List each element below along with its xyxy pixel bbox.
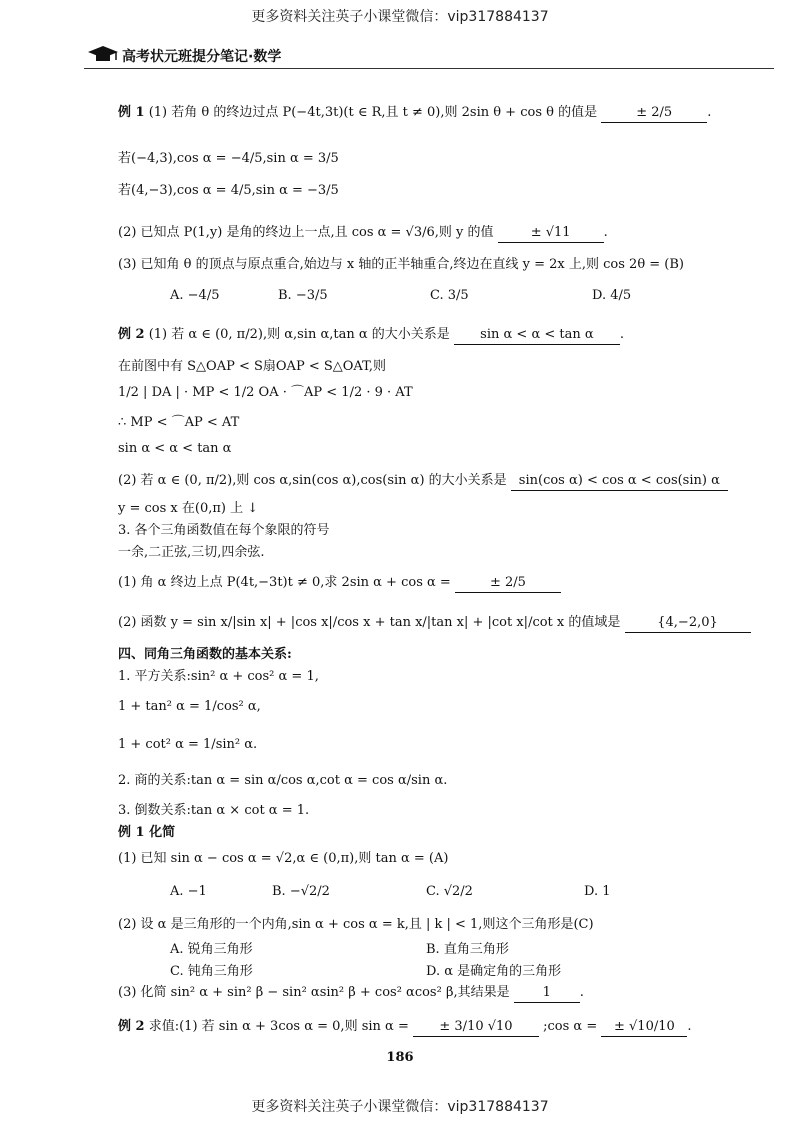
text-line: 1/2 | DA | · MP < 1/2 OA · ⌒AP < 1/2 · 9 · AT: [118, 385, 413, 400]
example-label: 例 2: [118, 1019, 145, 1034]
question-text: (1) 若角 θ 的终边过点 P(−4t,3t)(t ∈ R,且 t ≠ 0),则 2sin θ + cos θ 的值是: [148, 105, 598, 120]
question-text: (2) 若 α ∈ (0, π/2),则 cos α,sin(cos α),cos(sin α) 的大小关系是: [118, 473, 507, 488]
question-line: (2) 已知点 P(1,y) 是角的终边上一点,且 cos α = √3/6,则 y 的值 ± √11 .: [118, 224, 608, 243]
text-line: 在前图中有 S△OAP < S扇OAP < S△OAT,则: [118, 359, 386, 374]
question-line: (2) 设 α 是三角形的一个内角,sin α + cos α = k,且 | k | < 1,则这个三角形是(C): [118, 917, 594, 932]
option-d: D. α 是确定角的三角形: [426, 964, 562, 979]
section-heading: 四、同角三角函数的基本关系:: [118, 647, 292, 662]
option-a: A. −1: [170, 884, 207, 899]
text-line: 2. 商的关系:tan α = sin α/cos α,cot α = cos α/sin α.: [118, 773, 448, 788]
question-text: (1) 角 α 终边上点 P(4t,−3t)t ≠ 0,求 2sin α + cos α =: [118, 575, 451, 590]
question-line: (1) 已知 sin α − cos α = √2,α ∈ (0,π),则 tan α = (A): [118, 851, 449, 866]
option-d: D. 4/5: [592, 288, 632, 303]
question-text: (2) 已知点 P(1,y) 是角的终边上一点,且 cos α = √3/6,则 y 的值: [118, 225, 494, 240]
answer-blank: ± 3/10 √10: [413, 1018, 539, 1037]
question-line: [118, 472, 728, 491]
question-text: ;cos α =: [543, 1019, 598, 1034]
example-line: 例 2 求值:(1) 若 sin α + 3cos α = 0,则 sin α = ± 3/10 √10 ;cos α = ± √10/10 .: [118, 1018, 692, 1037]
question-text: 求值:(1) 若 sin α + 3cos α = 0,则 sin α =: [148, 1019, 409, 1034]
answer-blank: ± 2/5: [455, 574, 561, 593]
text-line: y = cos x 在(0,π) 上 ↓: [118, 501, 259, 516]
answer-blank: 1: [514, 984, 580, 1003]
text-line: 一余,二正弦,三切,四余弦.: [118, 545, 265, 560]
answer-blank: {4,−2,0}: [625, 614, 751, 633]
question-line: (3) 已知角 θ 的顶点与原点重合,始边与 x 轴的正半轴重合,终边在直线 y = 2x 上,则 cos 2θ = (B): [118, 257, 684, 272]
option-b: B. 直角三角形: [426, 942, 509, 957]
watermark-bottom: 更多资料关注英子小课堂微信：vip317884137: [251, 1099, 549, 1115]
option-c: C. √2/2: [426, 884, 473, 899]
example-label: 例 1 化简: [118, 825, 176, 840]
example-line: 例 1 (1) 若角 θ 的终边过点 P(−4t,3t)(t ∈ R,且 t ≠ 0),则 2sin θ + cos θ 的值是 ± 2/5 .: [118, 104, 711, 123]
text-line: 1 + cot² α = 1/sin² α.: [118, 737, 258, 752]
answer-blank: ± √10/10: [601, 1018, 687, 1037]
answer-blank: sin α < α < tan α: [454, 326, 620, 345]
answer-blank: sin(cos α) < cos α < cos(sin) α: [511, 472, 728, 491]
text-line: sin α < α < tan α: [118, 441, 232, 456]
question-text: (2) 函数 y = sin x/|sin x| + |cos x|/cos x + tan x/|tan x| + |cot x|/cot x 的值域是: [118, 615, 621, 630]
text-line: 若(−4,3),cos α = −4/5,sin α = 3/5: [118, 151, 339, 166]
text-line: 3. 各个三角函数值在每个象限的符号: [118, 523, 330, 538]
option-b: B. −√2/2: [272, 884, 330, 899]
question-line: [118, 614, 751, 633]
text-line: 若(4,−3),cos α = 4/5,sin α = −3/5: [118, 183, 339, 198]
answer-blank: ± 2/5: [601, 104, 707, 123]
question-text: (3) 化简 sin² α + sin² β − sin² αsin² β + cos² αcos² β,其结果是: [118, 985, 510, 1000]
page-number: 186: [386, 1050, 414, 1065]
example-label: 例 1: [118, 105, 145, 120]
question-text: (1) 若 α ∈ (0, π/2),则 α,sin α,tan α 的大小关系是: [148, 327, 450, 342]
watermark-top: 更多资料关注英子小课堂微信：vip317884137: [251, 9, 549, 25]
text-line: 1 + tan² α = 1/cos² α,: [118, 699, 261, 714]
option-c: C. 钝角三角形: [170, 964, 253, 979]
header-title: 高考状元班提分笔记·数学: [122, 49, 282, 65]
answer-blank: ± √11: [498, 224, 604, 243]
option-a: A. −4/5: [170, 288, 220, 303]
graduation-cap-icon: [86, 44, 120, 70]
option-d: D. 1: [584, 884, 611, 899]
option-c: C. 3/5: [430, 288, 469, 303]
option-a: A. 锐角三角形: [170, 942, 253, 957]
text-line: 3. 倒数关系:tan α × cot α = 1.: [118, 803, 310, 818]
example-label: 例 2: [118, 327, 145, 342]
question-line: (3) 化简 sin² α + sin² β − sin² αsin² β + cos² αcos² β,其结果是 1 .: [118, 984, 584, 1003]
question-line: [118, 574, 561, 593]
text-line: ∴ MP < ⌒AP < AT: [118, 415, 240, 430]
example-line: 例 2 (1) 若 α ∈ (0, π/2),则 α,sin α,tan α 的大小关系是 sin α < α < tan α .: [118, 326, 624, 345]
option-b: B. −3/5: [278, 288, 328, 303]
text-line: 1. 平方关系:sin² α + cos² α = 1,: [118, 669, 319, 684]
header-rule: [84, 68, 774, 69]
